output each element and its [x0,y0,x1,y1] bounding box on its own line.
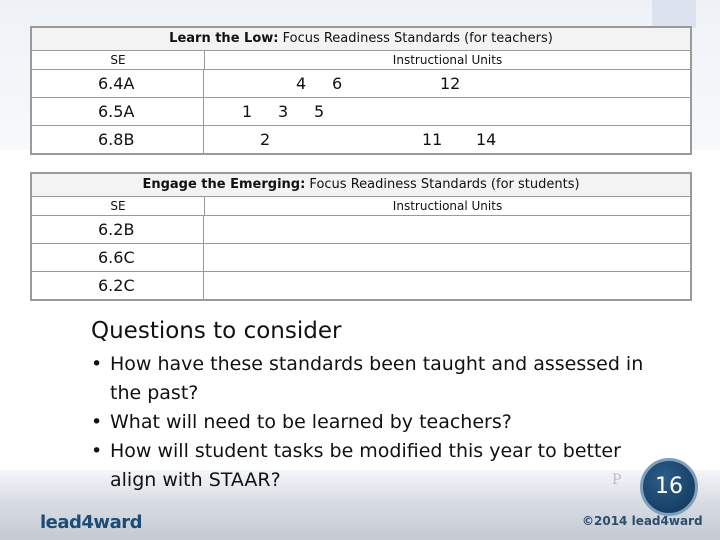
page-number-badge: 16 [640,458,698,516]
se-cell: 6.4A [32,70,204,97]
table-header-row [32,197,690,216]
units-cell [204,98,690,125]
units-cell [204,216,690,243]
question-item: • How will student tasks be modified this year to better align with STAAR? [91,437,661,495]
table-row [32,126,690,153]
question-item: • What will need to be learned by teachers? [91,408,661,437]
table-title [32,28,690,51]
lead4ward-logo: lead4ward [40,512,142,533]
column-header-units: Instructional Units [392,53,503,67]
table-title-rest: Focus Readiness Standards (for teachers) [278,31,553,46]
units-cell [204,272,690,299]
unit-number: 11 [422,130,443,149]
table-row [32,98,690,126]
questions-list [91,350,661,495]
table-title-rest: Focus Readiness Standards (for students) [305,177,580,192]
question-item: • How have these standards been taught and assessed in the past? [91,350,661,408]
units-cell [204,70,690,97]
table-row [32,70,690,98]
unit-number: 3 [278,102,289,121]
table-header-row [32,51,690,70]
se-cell: 6.5A [32,98,204,125]
units-cell [204,244,690,271]
se-cell: 6.2C [32,272,204,299]
se-cell: 6.6C [32,244,204,271]
column-header-units: Instructional Units [392,199,503,213]
questions-heading: Questions to consider [91,318,342,344]
learn-the-low-table [30,26,692,155]
unit-number: 4 [296,74,307,93]
engage-the-emerging-table [30,172,692,301]
corner-decoration [652,0,696,28]
unit-number: 2 [260,130,271,149]
units-cell [204,126,690,153]
copyright-text: ©2014 lead4ward [582,514,703,528]
table-title [32,174,690,197]
column-header-se: SE [32,197,205,215]
column-header-se: SE [32,51,205,69]
unit-number: 12 [440,74,461,93]
unit-number: 6 [332,74,343,93]
table-row [32,216,690,244]
unit-number: 14 [476,130,497,149]
se-cell: 6.2B [32,216,204,243]
faint-label: P [612,472,622,488]
table-title-bold: Learn the Low: [169,31,279,46]
se-cell: 6.8B [32,126,204,153]
table-row [32,272,690,299]
table-title-bold: Engage the Emerging: [142,177,306,192]
unit-number: 5 [314,102,325,121]
unit-number: 1 [242,102,253,121]
table-row [32,244,690,272]
